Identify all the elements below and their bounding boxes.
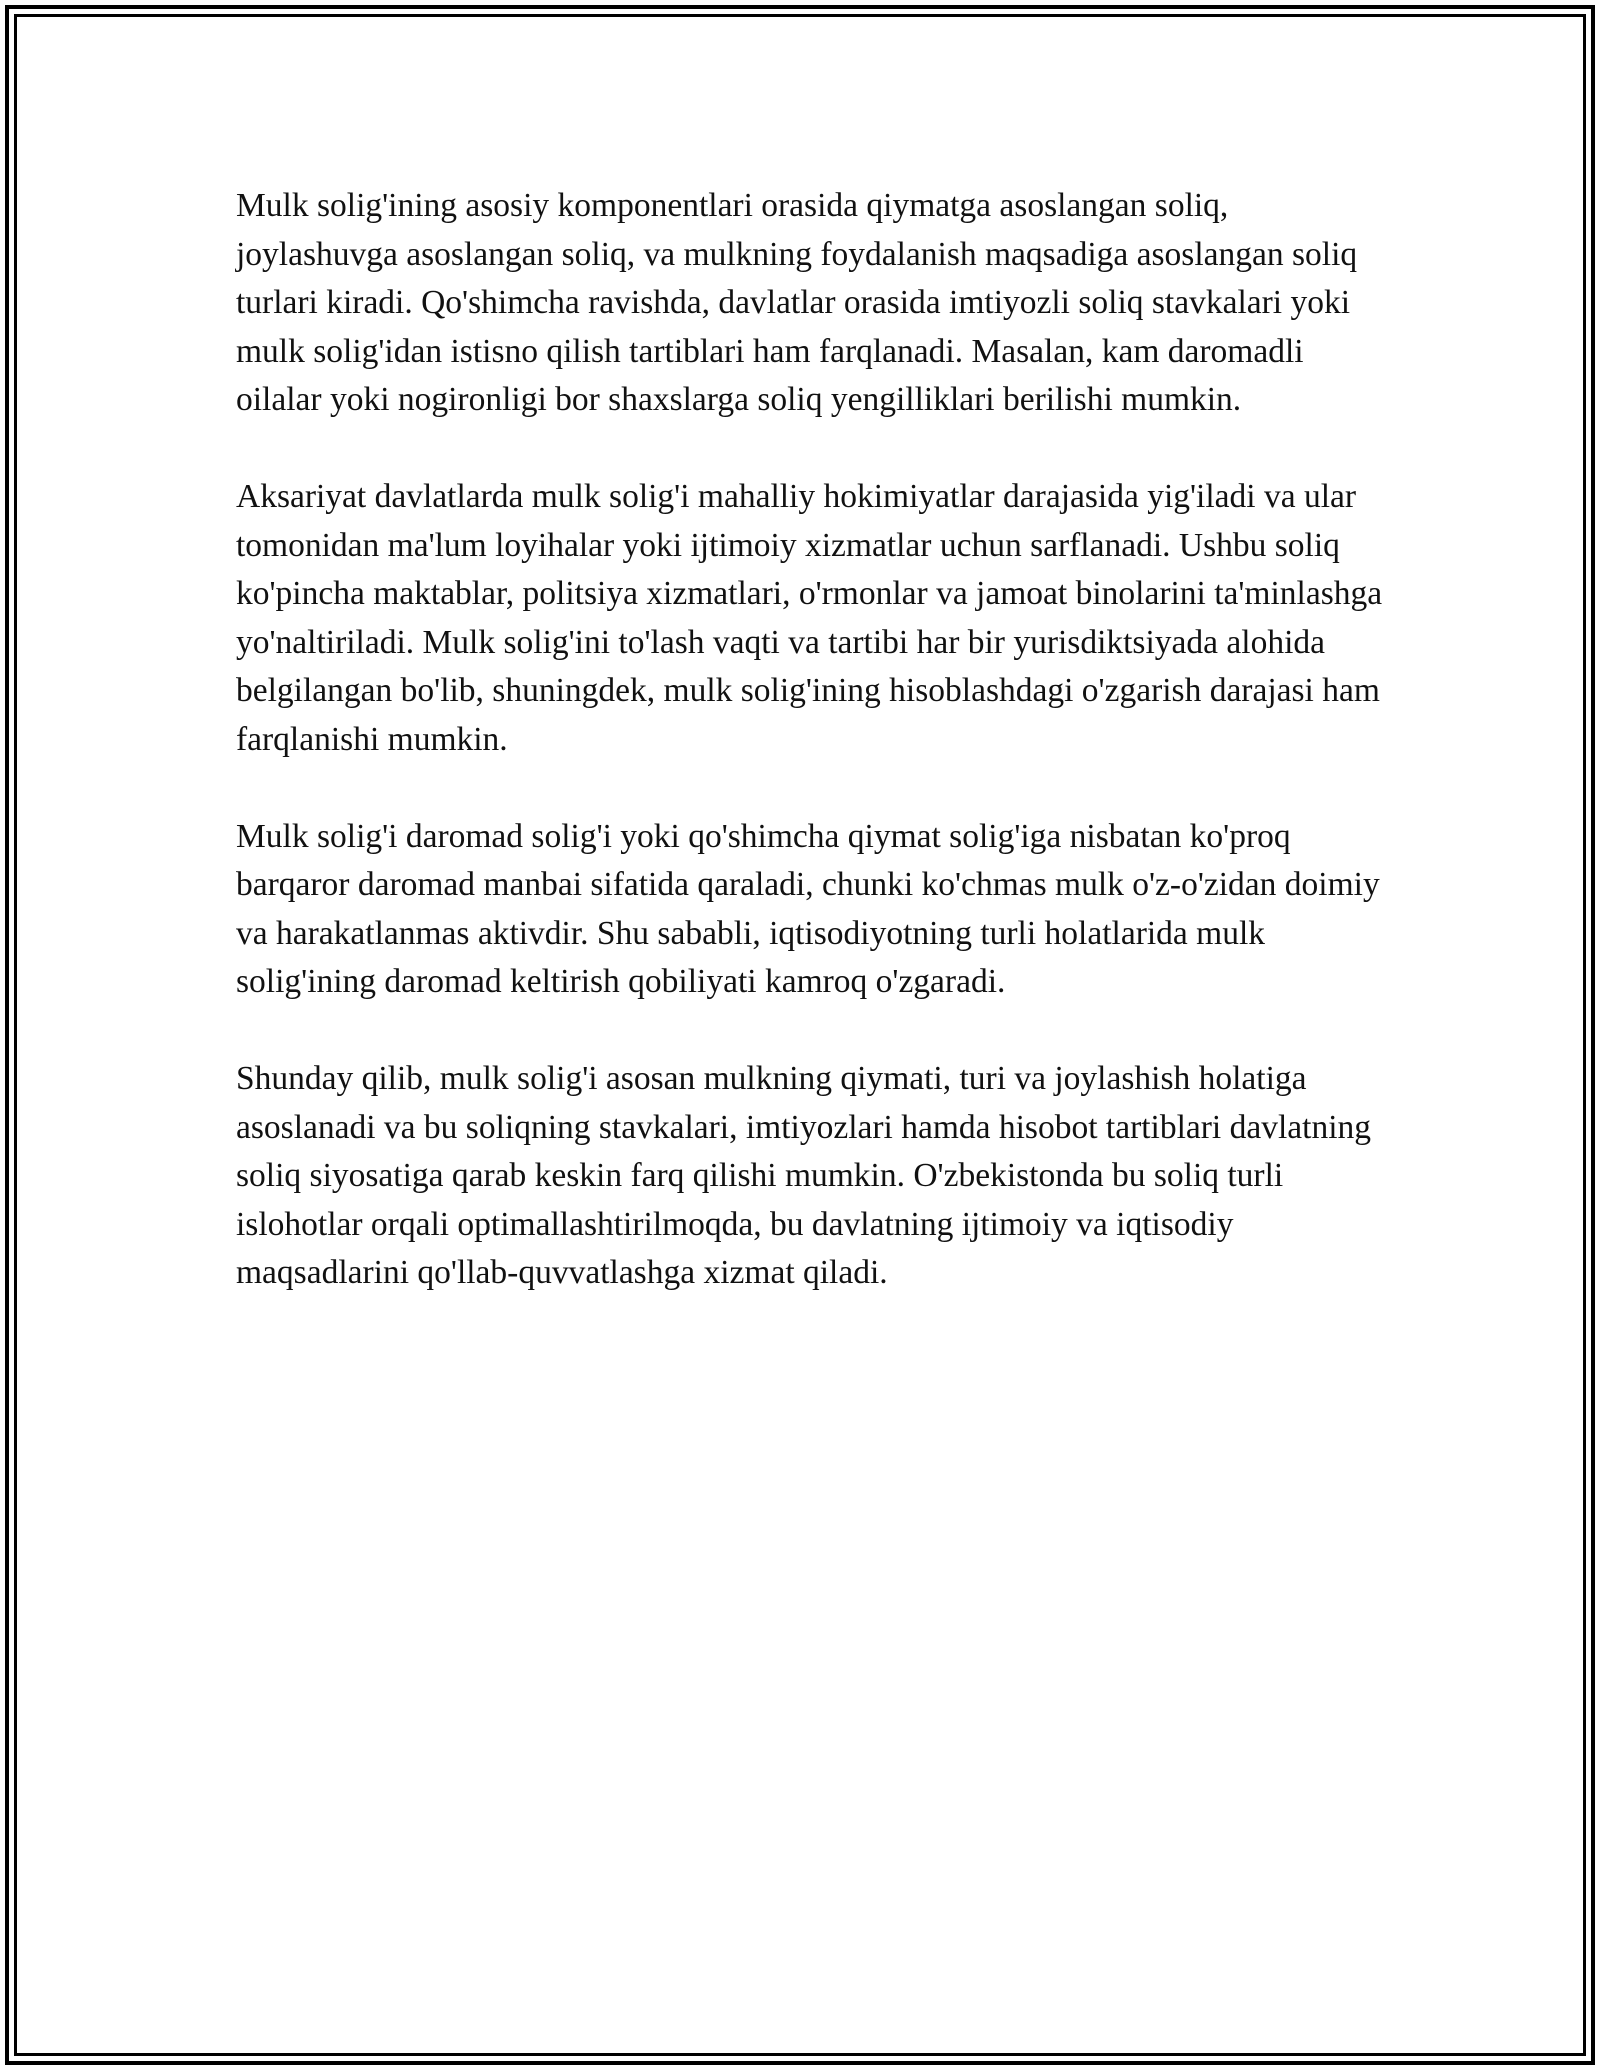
paragraph-4: Shunday qilib, mulk solig'i asosan mulkning qiymati, turi va joylashish holatiga asoslanadi va bu soliqning stavkalari, imtiyozlari hamda hisobot tartiblari davlatning soliq siyosatiga qarab keskin farq qilishi mumkin. O'zbekistonda bu soliq turli islohotlar orqali optimallashtirilmoqda, bu davlatning ijtimoiy va iqtisodiy maqsadlarini qo'llab-quvvatlashga xizmat qiladi. xyxy=(236,1060,1372,1291)
paragraph-3: Mulk solig'i daromad solig'i yoki qo'shimcha qiymat solig'iga nisbatan ko'proq barqaror daromad manbai sifatida qaraladi, chunki ko'chmas mulk o'z-o'zidan doimiy va harakatlanmas aktivdir. Shu sababli, iqtisodiyotning turli holatlarida mulk solig'ining daromad keltirish qobiliyati kamroq o'zgaradi. xyxy=(236,817,1380,1000)
paragraph-1: Mulk solig'ining asosiy komponentlari orasida qiymatga asoslangan soliq, joylashuvga asoslangan soliq, va mulkning foydalanish maqsadiga asoslangan soliq turlari kiradi. Qo'shimcha ravishda, davlatlar orasida imtiyozli soliq stavkalari yoki mulk solig'idan istisno qilish tartiblari ham farqlanadi. Masalan, kam daromadli oilalar yoki nogironligi bor shaxslarga soliq yengilliklari berilishi mumkin. xyxy=(236,187,1358,418)
paragraph-2: Aksariyat davlatlarda mulk solig'i mahalliy hokimiyatlar darajasida yig'iladi va ular tomonidan ma'lum loyihalar yoki ijtimoiy xizmatlar uchun sarflanadi. Ushbu soliq ko'pincha maktablar, politsiya xizmatlari, o'rmonlar va jamoat binolarini ta'minlashga yo'naltiriladi. Mulk solig'ini to'lash vaqti va tartibi har bir yurisdiktsiyada alohida belgilangan bo'lib, shuningdek, mulk solig'ining hisoblashdagi o'zgarish darajasi ham farqlanishi mumkin. xyxy=(236,478,1383,758)
document-body xyxy=(236,182,1396,1346)
